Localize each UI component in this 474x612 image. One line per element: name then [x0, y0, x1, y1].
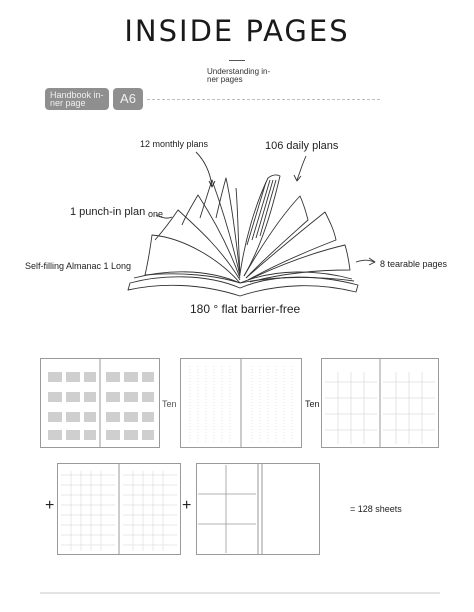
- monthly-plans-label: 12 monthly plans: [140, 139, 209, 149]
- flat-feature-label: 180 ° flat barrier-free: [190, 302, 301, 316]
- bottom-divider: [40, 592, 440, 594]
- handbook-tag: Handbook in-ner page: [45, 88, 109, 110]
- dot-grid-spread-thumbnail: [57, 463, 181, 555]
- plus-sign-mid: +: [182, 497, 192, 514]
- ten-label-left: Ten: [162, 399, 177, 409]
- subtitle: Understanding in-ner pages: [207, 67, 271, 84]
- size-tag: A6: [113, 88, 143, 110]
- daily-plans-label: 106 daily plans: [265, 140, 339, 152]
- punch-in-plan-label: 1 punch-in plan: [70, 206, 146, 218]
- almanac-spread-thumbnail: [40, 358, 160, 448]
- tearable-sheet-thumbnail: [196, 463, 320, 555]
- ten-label-right: Ten: [305, 399, 320, 409]
- almanac-label: Self-filling Almanac 1 Long: [25, 261, 132, 271]
- page-title: INSIDE PAGES: [124, 14, 350, 48]
- total-sheets-label: = 128 sheets: [350, 504, 402, 514]
- plus-sign-left: +: [45, 497, 55, 514]
- one-label: one: [148, 209, 164, 219]
- daily-grid-spread-thumbnail: [180, 358, 302, 448]
- monthly-calendar-spread-thumbnail: [321, 358, 439, 448]
- tearable-pages-label: 8 tearable pages: [380, 259, 448, 269]
